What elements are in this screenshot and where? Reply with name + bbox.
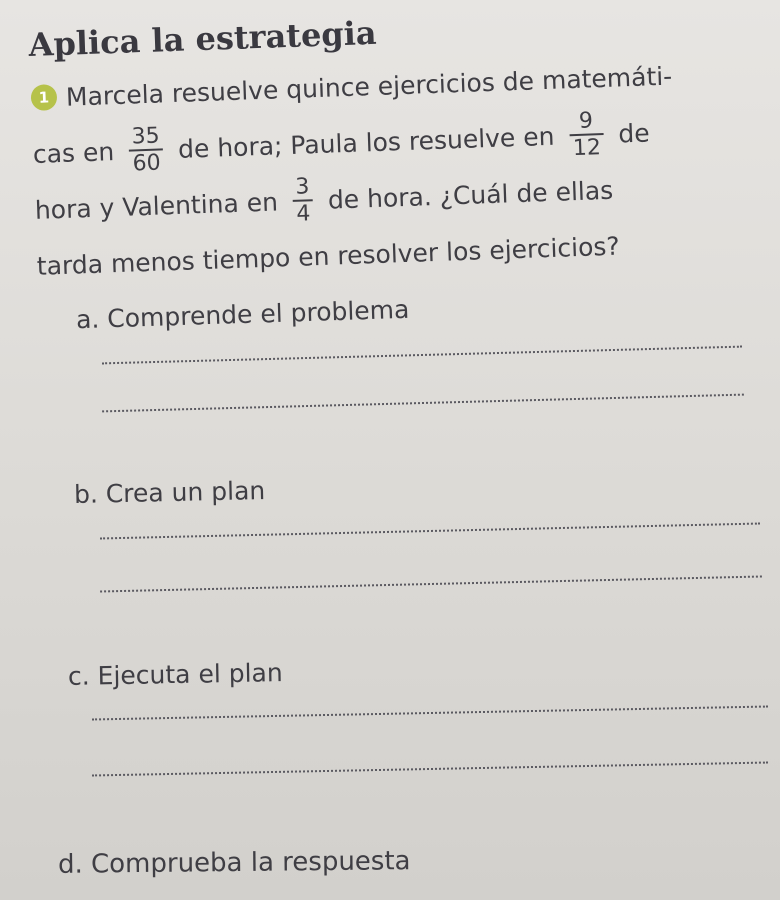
fraction-numerator: 3 — [294, 174, 310, 200]
answer-line-a2[interactable] — [102, 394, 744, 413]
fraction-paula — [569, 109, 605, 160]
fraction-denominator: 4 — [295, 201, 311, 227]
step-b-label: b. Crea un plan — [73, 476, 266, 509]
fraction-denominator: 12 — [572, 135, 602, 162]
answer-line-a1[interactable] — [102, 346, 742, 365]
problem-text-3b: de hora. ¿Cuál de ellas — [327, 175, 614, 215]
answer-line-c2[interactable] — [92, 762, 768, 777]
answer-line-b1[interactable] — [100, 523, 760, 540]
answer-line-c1[interactable] — [92, 706, 768, 721]
step-a-label: a. Comprende el problema — [75, 294, 410, 335]
problem-text-1: Marcela resuelve quince ejercicios de matemáti- — [65, 61, 673, 112]
answer-line-b2[interactable] — [100, 575, 762, 592]
problem-number-badge: 1 — [31, 84, 58, 111]
problem-text-2c: de — [617, 117, 651, 148]
problem-text-3a: hora y Valentina en — [34, 186, 279, 225]
step-d-label: d. Comprueba la respuesta — [57, 846, 411, 880]
fraction-marcela — [128, 124, 164, 175]
fraction-denominator: 60 — [132, 150, 162, 177]
problem-text-2a: cas en — [32, 136, 115, 169]
section-heading: Aplica la estrategia — [28, 13, 378, 64]
step-c-label: c. Ejecuta el plan — [67, 658, 283, 691]
fraction-numerator: 9 — [578, 108, 594, 134]
fraction-numerator: 35 — [131, 123, 161, 150]
problem-text-4: tarda menos tiempo en resolver los ejercicios? — [36, 231, 621, 281]
problem-statement — [30, 46, 727, 294]
problem-text-2b: de hora; Paula los resuelve en — [177, 121, 555, 164]
fraction-valentina — [292, 175, 314, 226]
